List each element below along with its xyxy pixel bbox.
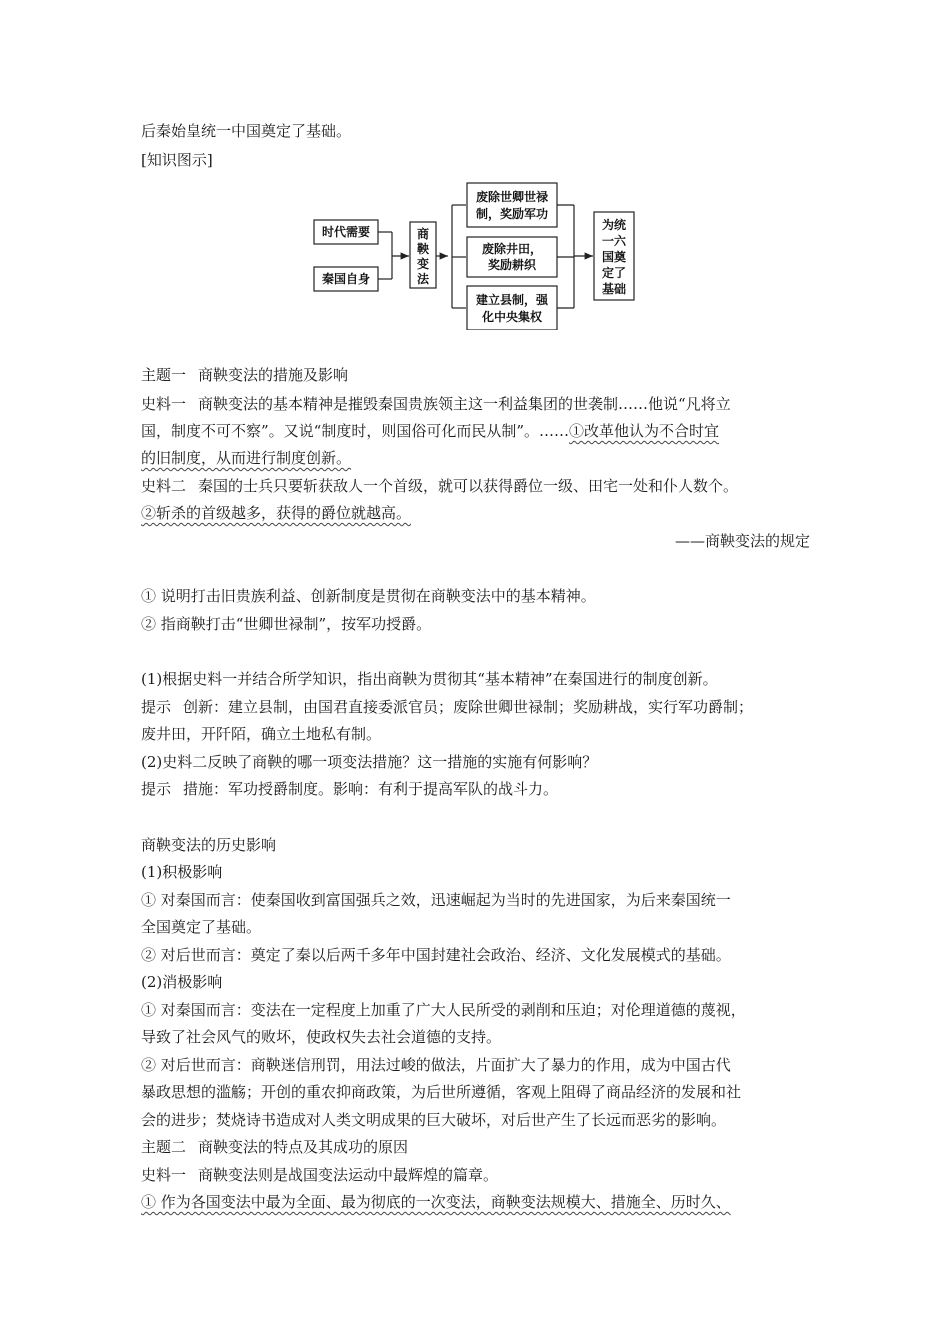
label-reform-2: 鞅	[416, 242, 430, 256]
impact-neg2-line2: 暴政思想的滥觞；开创的重农抑商政策，为后世所遵循，客观上阻碍了商品经济的发展和社	[141, 1083, 742, 1101]
label-measure-3a: 建立县制，强	[475, 293, 549, 307]
topic2-src1	[141, 1165, 498, 1185]
src1-text2a: 国，制度不可不察”。又说“制度时，则国俗可化而民从制”。……	[141, 422, 570, 440]
impact-title: 商鞅变法的历史影响	[141, 836, 277, 854]
label-result-1: 为统	[601, 218, 627, 232]
impact-neg1-line1: ① 对秦国而言：变法在一定程度上加重了广大人民所受的剥削和压迫；对伦理道德的蔑视，	[141, 1001, 746, 1019]
topic1-src2-line1	[141, 476, 738, 496]
section-label: [知识图示]	[141, 151, 213, 169]
impact-pos2: ② 对后世而言：奠定了秦以后两千多年中国封建社会政治、经济、文化发展模式的基础。	[141, 946, 731, 964]
topic2-src1-text: 商鞅变法则是战国变法运动中最辉煌的篇章。	[198, 1166, 499, 1184]
topic1-src1-line3: 的旧制度，从而进行制度创新。	[141, 449, 352, 467]
src2-text1: 秦国的士兵只要斩获敌人一个首级，就可以获得爵位一级、田宅一处和仆人数个。	[198, 477, 739, 495]
topic2-number: 主题二	[141, 1138, 187, 1156]
answer1-text1: 创新：建立县制，由国君直接委派官员；废除世卿世禄制；奖励耕战，实行军功爵制；	[183, 698, 754, 716]
topic1-question1: (1)根据史料一并结合所学知识，指出商鞅为贯彻其“基本精神”在秦国进行的制度创新。	[141, 670, 718, 688]
topic2-src1-label: 史料一	[141, 1166, 187, 1184]
label-qin-self: 秦国自身	[321, 272, 371, 286]
topic1-heading	[141, 365, 348, 385]
label-measure-1b: 制，奖励军功	[475, 207, 549, 221]
src1-text2b-underlined: ①改革他认为不合时宜	[569, 422, 720, 440]
label-measure-1a: 废除世卿世禄	[475, 190, 549, 204]
topic1-note1: ① 说明打击旧贵族利益、创新制度是贯彻在商鞅变法中的基本精神。	[141, 587, 596, 605]
impact-pos1-line1: ① 对秦国而言：使秦国收到富国强兵之效，迅速崛起为当时的先进国家，为后来秦国统一	[141, 891, 731, 909]
impact-neg1-line2: 导致了社会风气的败坏，使政权失去社会道德的支持。	[141, 1028, 502, 1046]
topic1-note2: ② 指商鞅打击“世卿世禄制”，按军功授爵。	[141, 615, 432, 633]
label-era-need: 时代需要	[321, 225, 371, 239]
label-result-3: 国奠	[601, 250, 627, 264]
label-reform-3: 变	[416, 257, 430, 271]
topic1-answer1-line1	[141, 697, 753, 717]
topic1-answer1-line2: 废井田，开阡陌，确立土地私有制。	[141, 725, 382, 743]
topic1-src2-line2: ②斩杀的首级越多，获得的爵位就越高。	[141, 504, 412, 522]
topic1-title: 商鞅变法的措施及影响	[198, 366, 349, 384]
label-result-4: 定了	[601, 266, 627, 280]
impact-neg2-line1: ② 对后世而言：商鞅迷信刑罚，用法过峻的做法，片面扩大了暴力的作用，成为中国古代	[141, 1056, 731, 1074]
label-measure-3b: 化中央集权	[481, 310, 543, 324]
src2-label: 史料二	[141, 477, 187, 495]
impact-positive-label: (1)积极影响	[141, 863, 223, 881]
topic2-line-last: ① 作为各国变法中最为全面、最为彻底的一次变法，商鞅变法规模大、措施全、历时久、	[141, 1193, 731, 1211]
topic1-src1-line1	[141, 394, 731, 414]
label-reform-1: 商	[416, 227, 430, 241]
knowledge-diagram	[312, 180, 642, 330]
answer2-text: 措施：军功授爵制度。影响：有利于提高军队的战斗力。	[183, 780, 559, 798]
label-result-5: 基础	[601, 282, 627, 296]
impact-pos1-line2: 全国奠定了基础。	[141, 918, 262, 936]
impact-negative-label: (2)消极影响	[141, 973, 223, 991]
topic1-answer2	[141, 779, 558, 799]
topic2-title: 商鞅变法的特点及其成功的原因	[198, 1138, 409, 1156]
label-reform-4: 法	[416, 272, 430, 286]
intro-tail: 后秦始皇统一中国奠定了基础。	[141, 122, 352, 140]
label-measure-2a: 废除井田，	[481, 242, 543, 256]
src1-text1: 商鞅变法的基本精神是摧毁秦国贵族领主这一利益集团的世袭制……他说“凡将立	[198, 395, 731, 413]
src1-label: 史料一	[141, 395, 187, 413]
impact-neg2-line3: 会的进步；焚烧诗书造成对人类文明成果的巨大破坏，对后世产生了长远而恶劣的影响。	[141, 1111, 727, 1129]
topic2-heading	[141, 1137, 408, 1157]
topic1-src1-line2	[141, 421, 719, 441]
hint-label: 提示	[141, 698, 172, 716]
topic1-number: 主题一	[141, 366, 187, 384]
hint-label: 提示	[141, 780, 172, 798]
topic1-src2-source: ——商鞅变法的规定	[674, 532, 810, 550]
label-measure-2b: 奖励耕织	[487, 258, 537, 272]
label-result-2: 一六	[601, 234, 627, 248]
topic1-question2: (2)史料二反映了商鞅的哪一项变法措施？这一措施的实施有何影响？	[141, 753, 598, 771]
